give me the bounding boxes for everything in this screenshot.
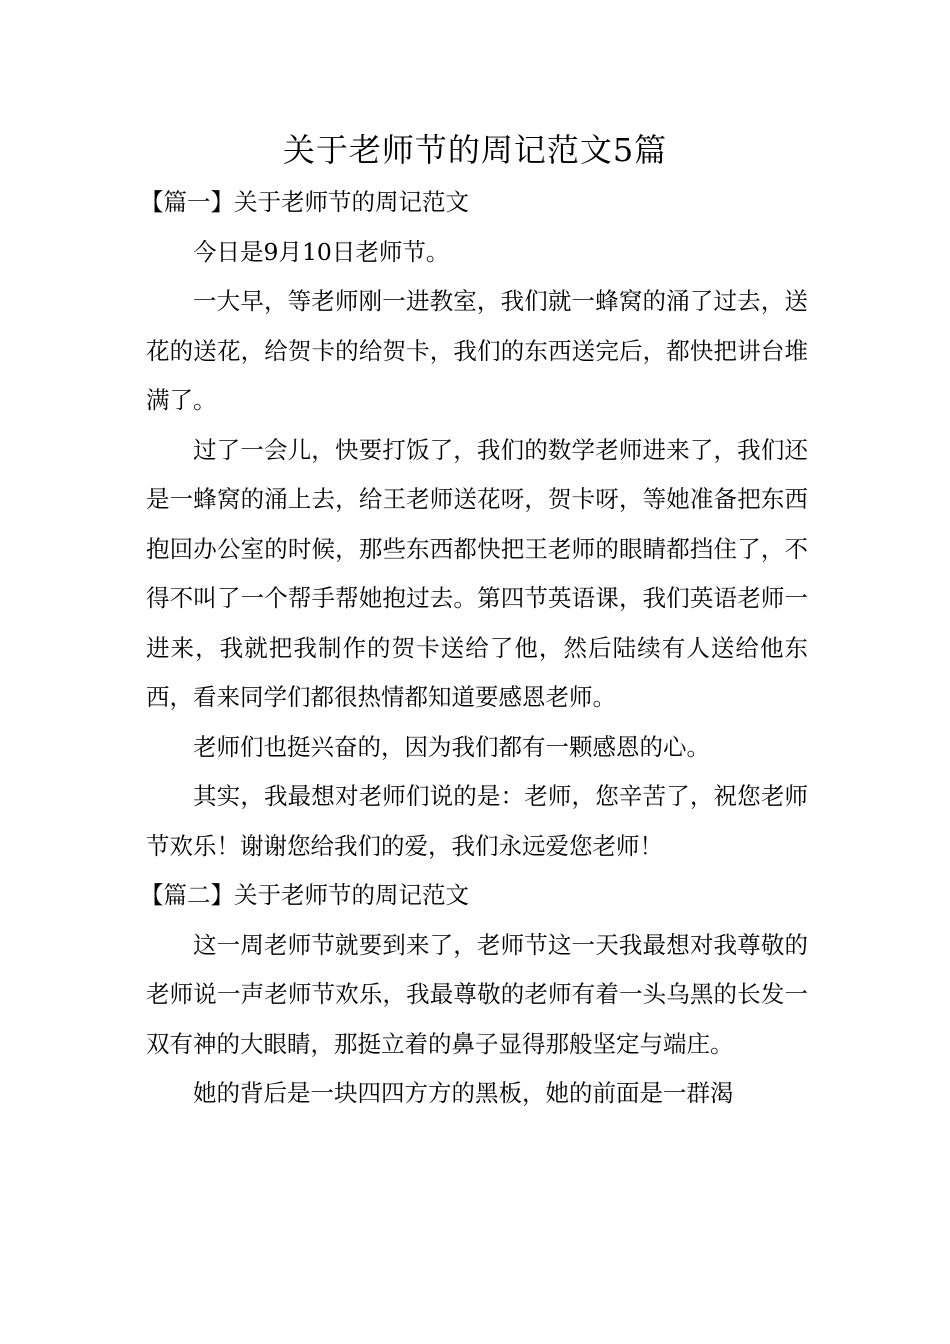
paragraph: 其实，我最想对老师们说的是：老师，您辛苦了，祝您老师节欢乐！谢谢您给我们的爱，我们永远爱您老师！ [146,782,808,860]
document-title: 关于老师节的周记范文5篇 [282,131,668,169]
paragraph: 这一周老师节就要到来了，老师节这一天我最想对我尊敬的老师说一声老师节欢乐，我最尊敬的老师有着一头乌黑的长发一双有神的大眼睛，那挺立着的鼻子显得那般坚定与端庄。 [146,930,808,1058]
document-body [140,178,808,1119]
section-heading-2: 【篇二】关于老师节的周记范文 [140,881,469,909]
paragraph: 过了一会儿，快要打饭了，我们的数学老师进来了，我们还是一蜂窝的涌上去，给王老师送花呀，贺卡呀，等她准备把东西抱回办公室的时候，那些东西都快把王老师的眼睛都挡住了，不得不叫了一个帮手帮她抱过去。第四节英语课，我们英语老师一进来，我就把我制作的贺卡送给了他，然后陆续有人送给他东西，看来同学们都很热情都知道要感恩老师。 [146,435,808,711]
paragraph: 老师们也挺兴奋的，因为我们都有一颗感恩的心。 [193,732,710,761]
paragraph: 今日是9月10日老师节。 [193,237,450,266]
section-heading-1: 【篇一】关于老师节的周记范文 [140,188,469,216]
paragraph: 她的背后是一块四四方方的黑板，她的前面是一群渴 [193,1079,734,1107]
paragraph: 一大早，等老师刚一进教室，我们就一蜂窝的涌了过去，送花的送花，给贺卡的给贺卡，我们的东西送完后，都快把讲台堆满了。 [146,287,808,414]
